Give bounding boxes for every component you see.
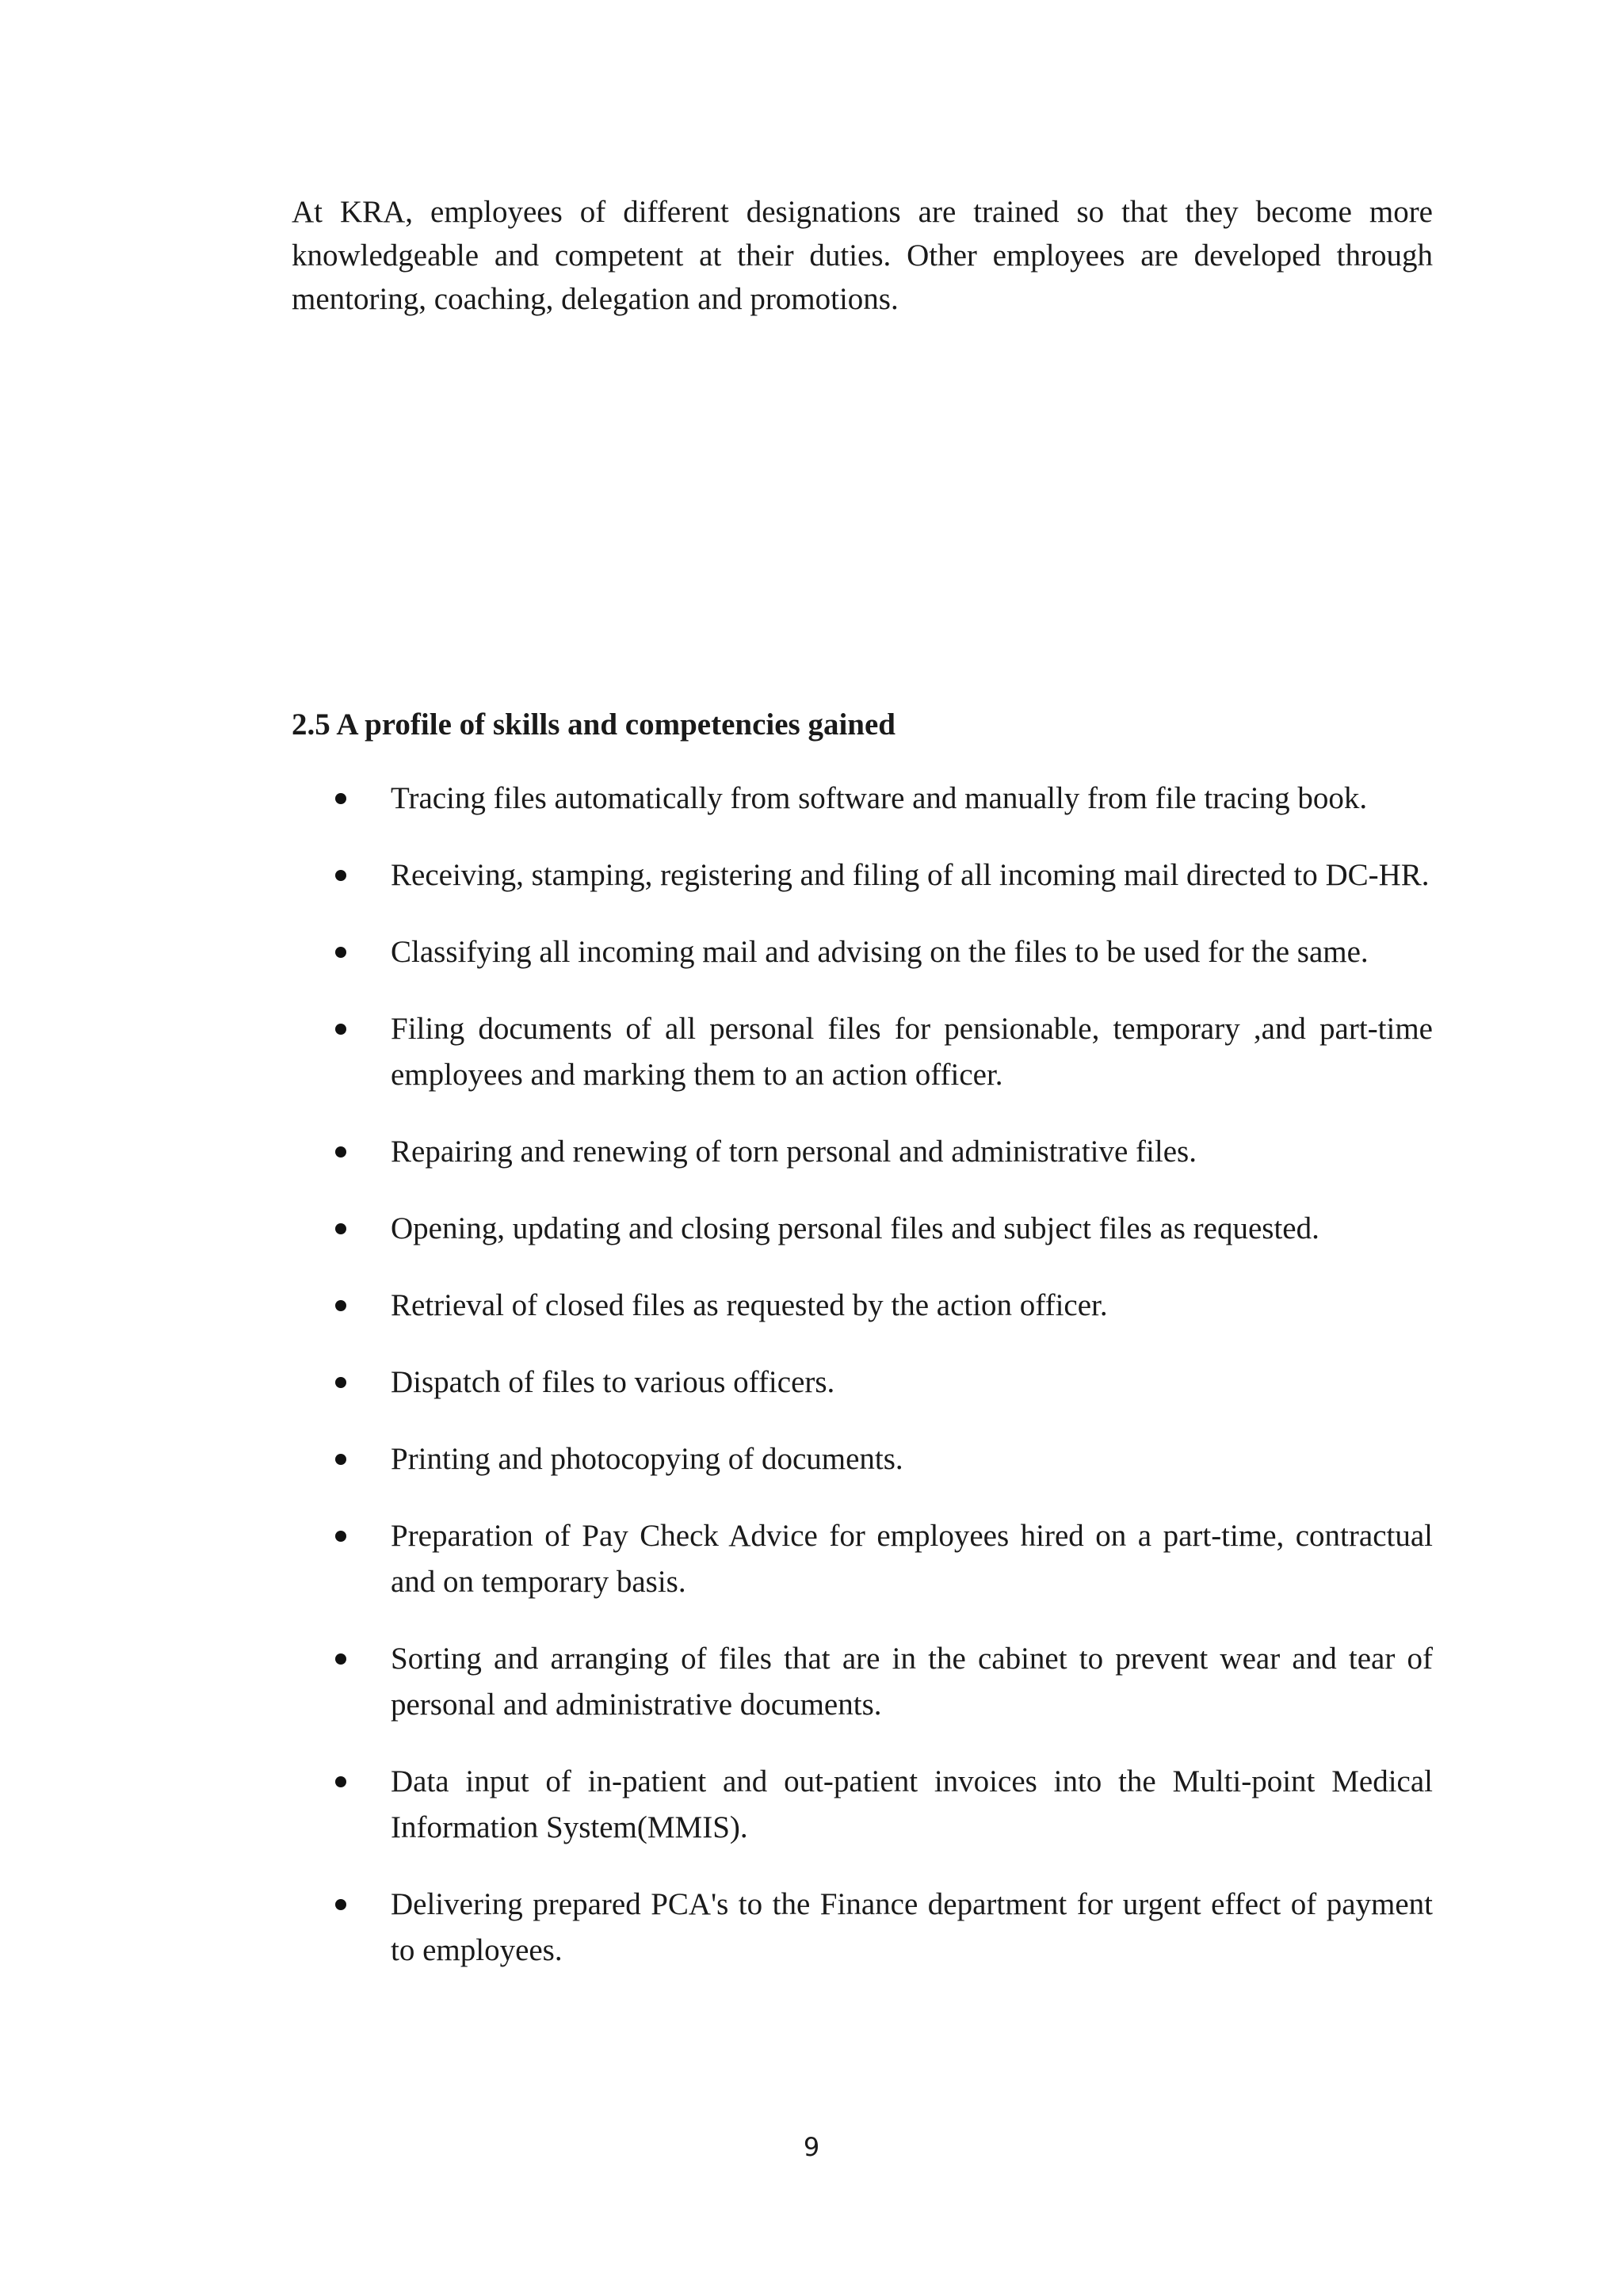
bullet-icon: [335, 947, 346, 958]
bullet-icon: [335, 1300, 346, 1311]
list-item-text: Sorting and arranging of files that are in the cabinet to prevent wear and tear of personal and administrative documents.: [391, 1642, 1433, 1722]
list-item-text: Receiving, stamping, registering and filing of all incoming mail directed to DC-HR.: [391, 858, 1430, 892]
list-item: [391, 1759, 1433, 1851]
bullet-icon: [335, 1531, 346, 1542]
bullet-icon: [335, 1899, 346, 1910]
bullet-icon: [335, 1146, 346, 1158]
list-item: [391, 852, 1433, 898]
list-item-text: Tracing files automatically from software and manually from file tracing book.: [391, 781, 1368, 815]
list-item: [391, 1206, 1433, 1252]
list-item-text: Preparation of Pay Check Advice for employees hired on a part-time, contractual and on temporary basis.: [391, 1519, 1433, 1599]
list-item: [391, 1006, 1433, 1098]
list-item-text: Filing documents of all personal files for pensionable, temporary ,and part-time employees and marking them to an action officer.: [391, 1012, 1433, 1092]
bullet-icon: [335, 1024, 346, 1035]
bullet-icon: [335, 1454, 346, 1465]
bullet-icon: [335, 870, 346, 881]
skills-list: [391, 776, 1433, 2004]
list-item-text: Dispatch of files to various officers.: [391, 1365, 835, 1399]
list-item: [391, 1513, 1433, 1605]
list-item: [391, 1882, 1433, 1974]
intro-paragraph: At KRA, employees of different designations are trained so that they become more knowledgeable and competent at their duties. Other employees are developed through mentoring, coaching, delegation and promotions.: [292, 195, 1433, 316]
bullet-icon: [335, 1377, 346, 1388]
list-item: [391, 1283, 1433, 1329]
bullet-icon: [335, 1776, 346, 1787]
list-item: [391, 1360, 1433, 1405]
list-item-text: Data input of in-patient and out-patient invoices into the Multi-point Medical Information System(MMIS).: [391, 1764, 1433, 1844]
section-heading: 2.5 A profile of skills and competencies gained: [292, 707, 896, 742]
list-item: [391, 929, 1433, 975]
bullet-icon: [335, 793, 346, 804]
list-item: [391, 1636, 1433, 1728]
list-item: [391, 1436, 1433, 1482]
list-item-text: Opening, updating and closing personal files and subject files as requested.: [391, 1211, 1319, 1245]
list-item: [391, 1129, 1433, 1175]
list-item: [391, 776, 1433, 822]
bullet-icon: [335, 1653, 346, 1665]
list-item-text: Retrieval of closed files as requested by the action officer.: [391, 1288, 1108, 1322]
list-item-text: Classifying all incoming mail and advising on the files to be used for the same.: [391, 935, 1369, 969]
list-item-text: Delivering prepared PCA's to the Finance department for urgent effect of payment to employees.: [391, 1887, 1433, 1967]
list-item-text: Printing and photocopying of documents.: [391, 1442, 903, 1476]
bullet-icon: [335, 1223, 346, 1234]
list-item-text: Repairing and renewing of torn personal and administrative files.: [391, 1135, 1197, 1169]
page-number: 9: [803, 2132, 820, 2162]
